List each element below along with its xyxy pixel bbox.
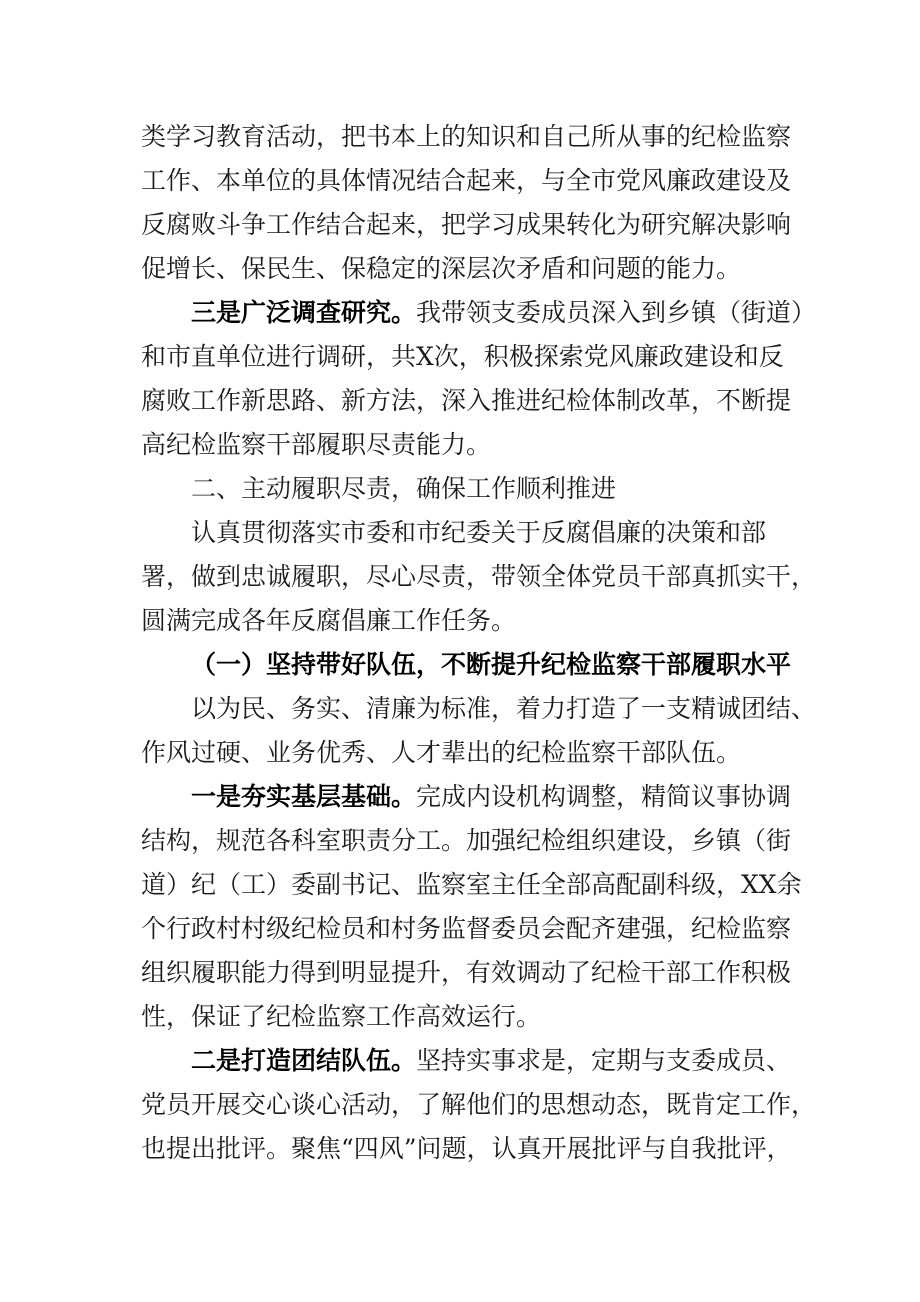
section-heading [141,467,781,511]
subsection-heading-text: （一）坚持带好队伍，不断提升纪检监察干部履职水平 [191,650,792,679]
text-line: 结构，规范各科室职责分工。加强纪检组织建设，乡镇（街 [141,826,792,855]
text-line [141,775,792,819]
paragraph [141,1039,817,1171]
text-run: 坚持实事求是，定期与支委成员、 [416,1046,792,1075]
text-line: 类学习教育活动，把书本上的知识和自己所从事的纪检监察 [141,122,792,151]
text-line: 道）纪（工）委副书记、监察室主任全部高配副科级，XX余 [141,870,802,899]
text-run: 我带领支委成员深入到乡镇（街道） [416,298,817,327]
text-line: 和市直单位进行调研，共X次，积极探索党风廉政建设和反 [141,342,784,371]
text-line: 个行政村村级纪检员和村务监督委员会配齐建强，纪检监察 [141,914,792,943]
text-line: 腐败工作新思路、新方法，深入推进纪检体制改革，不断提 [141,386,792,415]
text-line: 组织履职能力得到明显提升，有效调动了纪检干部工作积极 [141,958,792,987]
text-line: 党员开展交心谈心活动，了解他们的思想动态，既肯定工作， [141,1090,817,1119]
paragraph [141,775,802,1039]
section-heading-text: 二、主动履职尽责，确保工作顺利推进 [191,474,617,503]
paragraph [141,115,792,291]
text-line [141,1039,792,1083]
paragraph [141,511,817,643]
text-line: 圆满完成各年反腐倡廉工作任务。 [141,606,517,635]
text-line: 反腐败斗争工作结合起来，把学习成果转化为研究解决影响 [141,210,792,239]
text-line: 署，做到忠诚履职，尽心尽责，带领全体党员干部真抓实干， [141,562,817,591]
text-line: 性，保证了纪检监察工作高效运行。 [141,1002,542,1031]
text-line: 以为民、务实、清廉为标准，着力打造了一支精诚团结、 [191,694,817,723]
paragraph-lead: 二是打造团结队伍。 [191,1046,417,1075]
paragraph-lead: 三是广泛调查研究。 [191,298,417,327]
text-line [141,291,817,335]
text-line: 作风过硬、业务优秀、人才辈出的纪检监察干部队伍。 [141,738,742,767]
text-line: 工作、本单位的具体情况结合起来，与全市党风廉政建设及 [141,166,792,195]
text-line: 高纪检监察干部履职尽责能力。 [141,430,492,459]
text-line: 促增长、保民生、保稳定的深层次矛盾和问题的能力。 [141,254,742,283]
subsection-heading [141,643,792,687]
document-body [141,115,817,1171]
paragraph-lead: 一是夯实基层基础。 [191,782,417,811]
text-run: 完成内设机构调整，精简议事协调 [416,782,792,811]
text-line: 也提出批评。聚焦“四风”问题，认真开展批评与自我批评， [141,1134,792,1163]
text-line: 认真贯彻落实市委和市纪委关于反腐倡廉的决策和部 [191,518,767,547]
paragraph [141,291,817,467]
paragraph [141,687,817,775]
